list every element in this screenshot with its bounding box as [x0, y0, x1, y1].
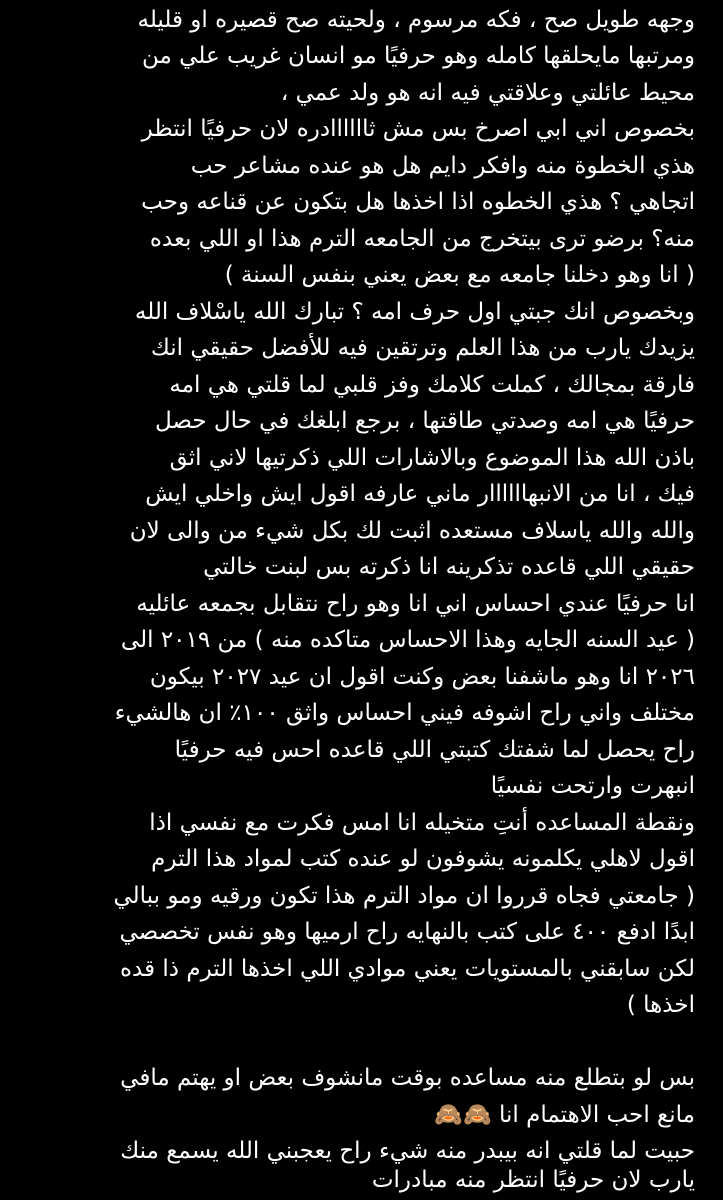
note-line: ( جامعتي فجاه قرروا ان مواد الترم هذا تكون ورقيه ومو ببالي: [113, 883, 695, 909]
note-line: [22, 1024, 695, 1061]
note-line: محيط عائلتي وعلاقتي فيه انه هو ولد عمي ،: [280, 80, 695, 106]
note-line: بس لو بتطلع منه مساعده بوقت مانشوف بعض او يهتم مافي: [120, 1065, 695, 1091]
note-line: انبهرت وارتحت نفسيًا: [490, 773, 695, 799]
note-line: حبيت لما قلتي انه بيبدر منه شيء راح يعجبني الله يسمع منك: [120, 1138, 695, 1164]
note-line: اقول لاهلي يكلمونه يشوفون لو عنده كتب لمواد هذا الترم: [151, 846, 695, 872]
note-line: فيك ، انا من الانبهاااااار ماني عارفه اقول ايش واخلي ايش: [145, 481, 695, 507]
note-line: ( انا وهو دخلنا جامعه مع بعض يعني بنفس السنة ): [224, 262, 695, 288]
note-line: والله والله ياسلاف مستعده اثبت لك بكل شيء من والى لان: [129, 518, 695, 544]
note-line: اتجاهي ؟ هذي الخطوه اذا اخذها هل بتكون عن قناعه وحب: [141, 189, 695, 215]
note-line: هذي الخطوة منه وافكر دايم هل هو عنده مشاعر حب: [190, 153, 695, 179]
note-line: ( عيد السنه الجايه وهذا الاحساس متاكده منه ) من ٢٠١٩ الى: [120, 627, 695, 653]
note-line: حرفيًا هي امه وصدتي طاقتها ، برجع ابلغك في حال حصل: [155, 408, 695, 434]
note-line: انا حرفيًا عندي احساس اني انا وهو راح نتقابل بجمعه عائليه: [136, 591, 695, 617]
note-line: ونقطة المساعده أنتِ متخيله انا امس فكرت مع نفسي اذا: [149, 810, 695, 836]
note-line: يارب لان حرفيًا انتظر منه مبادرات: [371, 1167, 695, 1193]
note-line: حقيقي اللي قاعده تذكرينه انا ذكرته بس لبنت خالتي: [203, 554, 695, 580]
note-line: باذن الله هذا الموضوع وبالاشارات اللي ذكرتيها لاني اثق: [169, 445, 695, 471]
note-line: فارقة بمجالك ، كملت كلامك وفز قلبي لما قلتي هي امه: [169, 372, 695, 398]
note-line: منه؟ برضو ترى بيتخرج من الجامعه الترم هذا او اللي بعده: [149, 226, 695, 252]
note-line: اخذها ): [626, 992, 695, 1018]
note-line: لكن سابقني بالمستويات يعني موادي اللي اخذها الترم ذا قده: [119, 956, 695, 982]
note-line: وبخصوص انك جبتي اول حرف امه ؟ تبارك الله ياسْلاف الله: [134, 299, 695, 325]
note-line: مختلف واني راح اشوفه فيني احساس واثق ١٠٠٪ ان هالشيء: [114, 700, 695, 726]
note-line: راح يحصل لما شفتك كتبتي اللي قاعده احس فيه حرفيًا: [174, 737, 695, 763]
note-line: ابدًا ادفع ٤٠٠ على كتب بالنهايه راح ارميها وهو نفس تخصصي: [119, 919, 695, 945]
note-line: وجهه طويل صح ، فكه مرسوم ، ولحيته صح قصيره او قليله: [137, 7, 695, 33]
note-line: مانع احب الاهتمام انا 🙈🙈: [434, 1102, 695, 1128]
note-line: ٢٠٢٦ انا وهو ماشفنا بعض وكنت اقول ان عيد ٢٠٢٧ بيكون: [149, 664, 695, 690]
note-line: يزيدك يارب من هذا العلم وترتقين فيه للأفضل حقيقي انك: [150, 335, 695, 361]
note-line: بخصوص اني ابي اصرخ بس مش ثاااااادره لان حرفيًا انتظر: [141, 116, 695, 142]
note-line: ومرتبها مايحلقها كامله وهو حرفيًا مو انسان غريب علي من: [142, 43, 695, 69]
